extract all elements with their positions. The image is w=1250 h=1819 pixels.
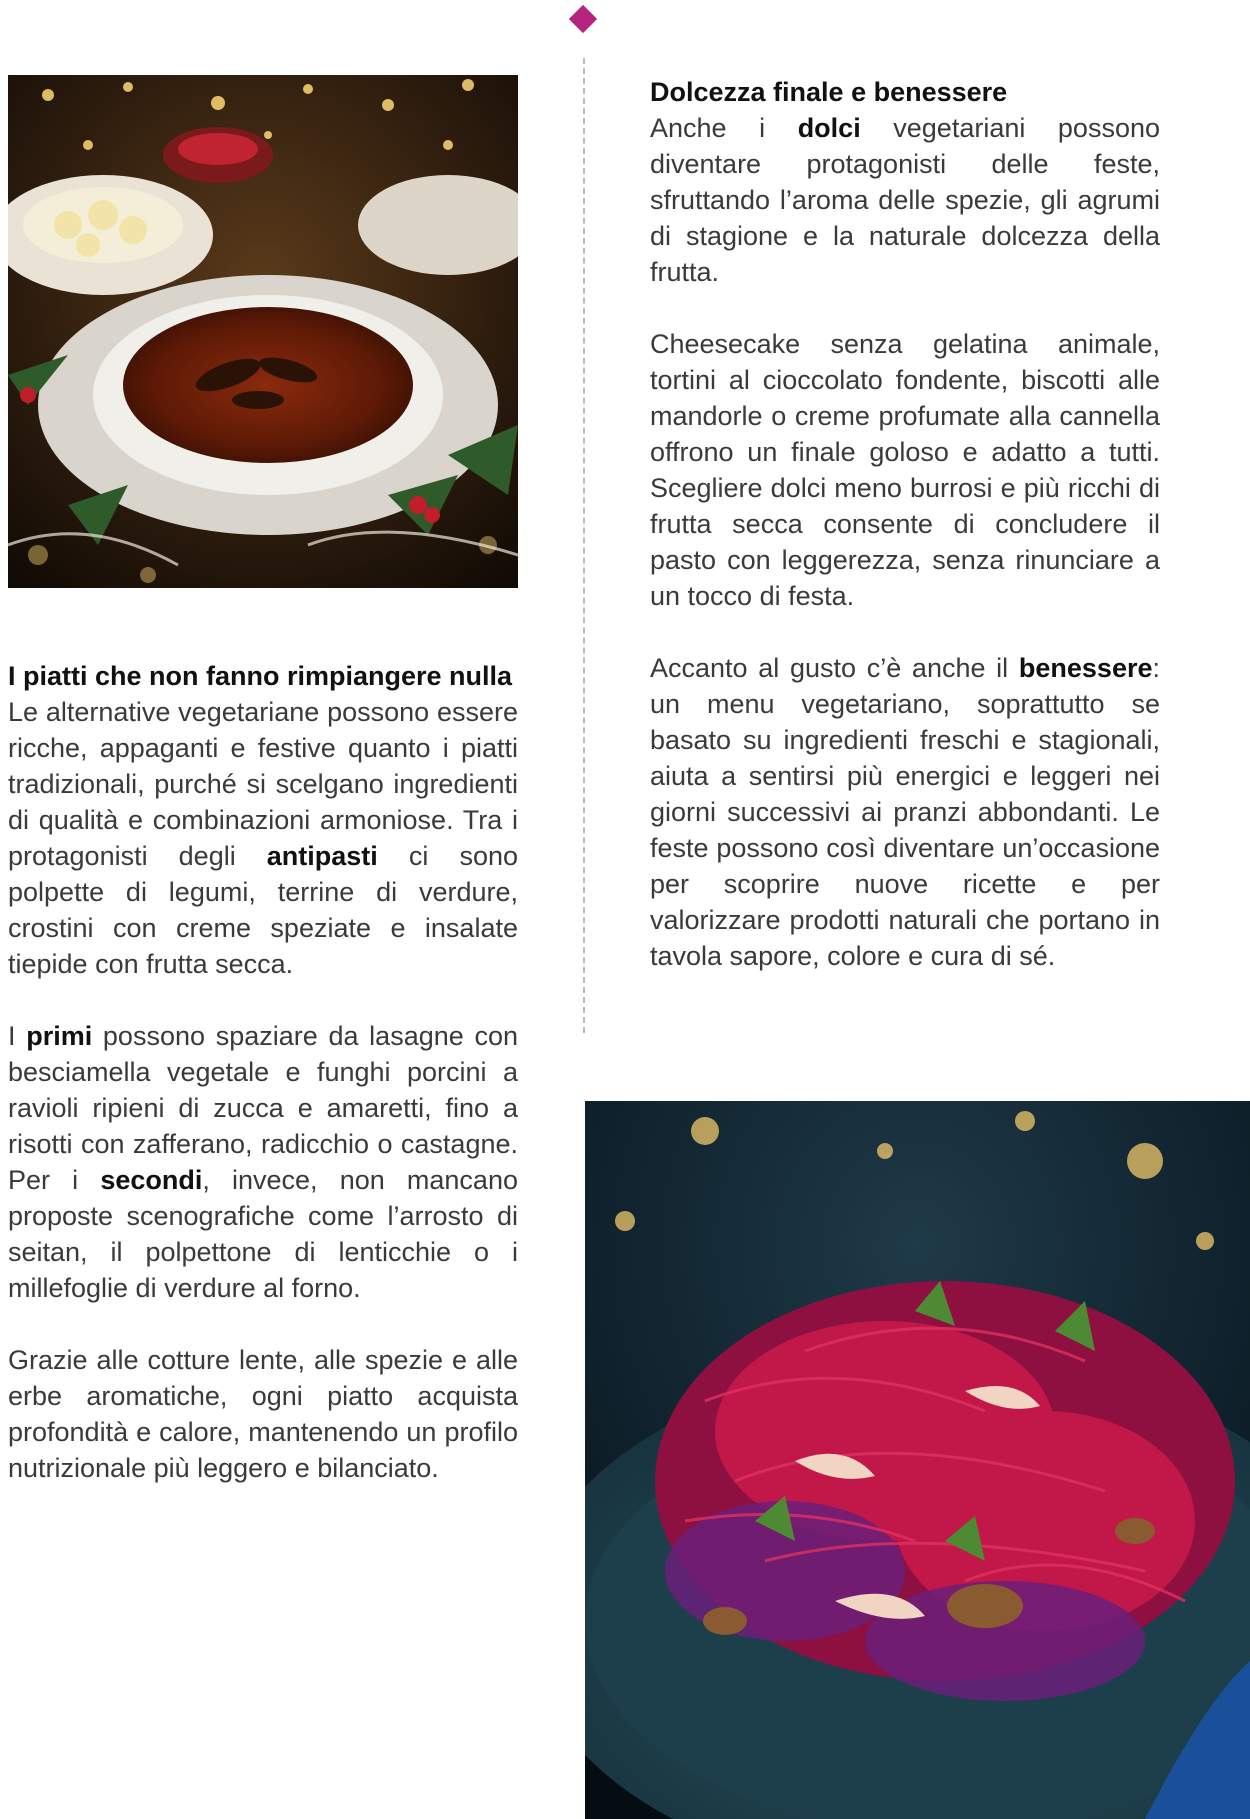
dessert-heading: Dolcezza finale e benessere (650, 77, 1008, 107)
keyword-dolci: dolci (797, 113, 861, 143)
cooking-paragraph: Grazie alle cotture lente, alle spezie e alle erbe aromatiche, ogni piatto acquista profondità e calore, mantenendo un profilo nutrizionale più leggero e bilanciato. (8, 1345, 518, 1483)
dessert-section: Dolcezza finale e benessere Anche i dolci vegetariani possono diventare protagonisti delle feste, sfruttando l’aroma delle spezie, gli agrumi di stagione e la naturale dolcezza della frutta. Cheesecake senza gelatina animale, tortini al cioccolato fondente, biscotti alle mandorle o creme profumate alla cannella offrono un finale goloso e adatto a tutti. Scegliere dolci meno burrosi e più ricchi di frutta secca consente di concludere il pasto con leggerezza, senza rinunciare a un tocco di festa. Accanto al gusto c’è anche il benessere: un menu vegetariano, soprattutto se basato su ingredienti freschi e stagionali, aiuta a sentirsi più energici e leggeri nei giorni successivi ai pranzi abbondanti. Le feste possono così diventare un’occasione per scoprire nuove ricette e per valorizzare prodotti naturali che portano in tavola sapore, colore e cura di sé. (650, 74, 1160, 974)
column-divider (583, 58, 585, 1033)
keyword-secondi: secondi (100, 1165, 203, 1195)
red-cabbage-salad-photo (585, 1101, 1250, 1819)
mushroom-soup-photo (8, 75, 518, 588)
dishes-heading: I piatti che non fanno rimpiangere nulla (8, 661, 513, 691)
keyword-primi: primi (26, 1021, 93, 1051)
keyword-benessere: benessere (1018, 653, 1153, 683)
dishes-section: I piatti che non fanno rimpiangere nulla Le alternative vegetariane possono essere ricche, appaganti e festive quanto i piatti tradizionali, purché si scelgano ingredienti di qualità e combinazioni armoniose. Tra i protagonisti degli antipasti ci sono polpette di legumi, terrine di verdure, crostini con creme speziate e insalate tiepide con frutta secca. I primi possono spaziare da lasagne con besciamella vegetale e funghi porcini a ravioli ripieni di zucca e amaretti, fino a risotti con zafferano, radicchio o castagne. Per i secondi, invece, non mancano proposte scenografiche come l’arrosto di seitan, il polpettone di lenticchie o i millefoglie di verdure al forno. Grazie alle cotture lente, alle spezie e alle erbe aromatiche, ogni piatto acquista profondità e calore, mantenendo un profilo nutrizionale più leggero e bilanciato. (8, 658, 518, 1486)
accent-diamond (569, 5, 597, 33)
keyword-antipasti: antipasti (266, 841, 378, 871)
dessert-paragraph: Cheesecake senza gelatina animale, tortini al cioccolato fondente, biscotti alle mandorle o creme profumate alla cannella offrono un finale goloso e adatto a tutti. Scegliere dolci meno burrosi e più ricchi di frutta secca consente di concludere il pasto con leggerezza, senza rinunciare a un tocco di festa. (650, 329, 1160, 611)
